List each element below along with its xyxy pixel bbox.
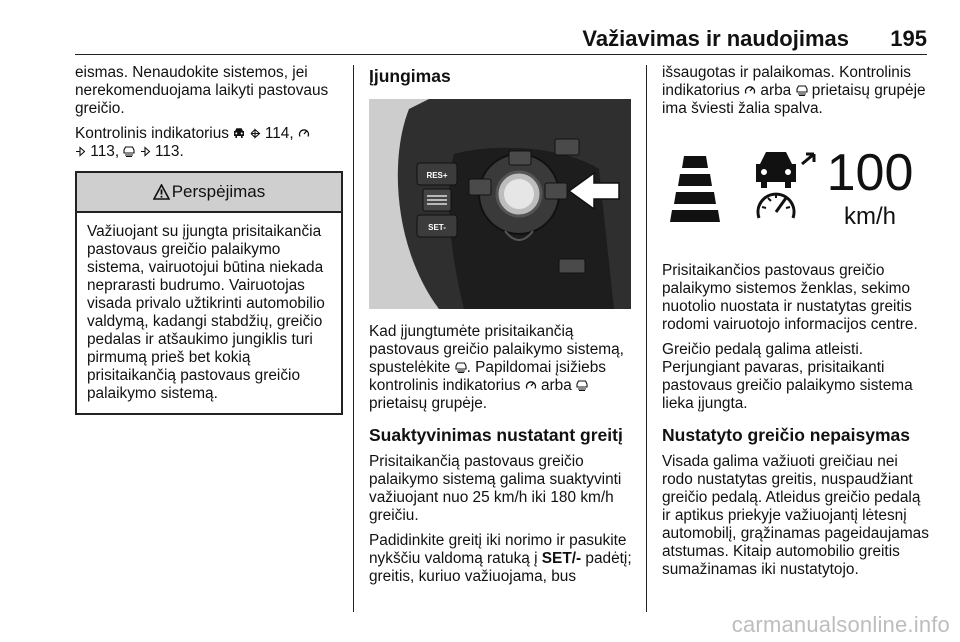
adaptive-cruise-icon (796, 84, 808, 96)
heading-ijungimas: Įjungimas (369, 66, 451, 86)
paragraph-set: Padidinkite greitį iki norimo ir pasukite nykščiu valdomą ratuką į SET/- padėtį; greitis, kuriuo važiuojama, bus (369, 532, 632, 585)
page-number: 195 (890, 26, 927, 51)
paragraph: eismas. Nenaudokite sistemos, jei nerekomenduojama laikyti pastovaus greičio. (75, 64, 329, 117)
cruise-gauge-icon (744, 84, 756, 96)
section-title: Važiavimas ir naudojimas (582, 26, 849, 51)
set-label: SET- (428, 223, 446, 232)
steering-wheel-illustration (369, 99, 631, 309)
heading-suaktyvinimas: Suaktyvinimas nustatant greitį (369, 425, 623, 445)
cruise-gauge-icon (298, 127, 310, 139)
adaptive-cruise-icon (576, 379, 588, 391)
paragraph: Visada galima važiuoti greičiau nei rodo nustatytas greitis, nuspaudžiant greičio pedalą. Atleidus greičio pedalą ir aptikus priekyje važiuojantį lėtesnį automobilį, grąžinamas pageidaujamas atstumas. Kitaip automobilio greitis sumažinamas iki nustatytojo. (662, 453, 929, 578)
page-ref-arrow-icon (140, 146, 151, 157)
paragraph: Prisitaikančios pastovaus greičio palaikymo sistemos ženklas, sekimo nuotolio nuostata ir nustatytas greitis rodomi vairuotojo informacijos centre. (662, 262, 918, 333)
left-column (75, 64, 343, 415)
column-divider-2 (646, 65, 647, 612)
warning-triangle-icon (153, 184, 170, 200)
paragraph: Greičio pedalą galima atleisti. Perjungiant pavaras, prisitaikanti pastovaus greičio palaikymo sistema lieka įjungta. (662, 341, 913, 412)
paragraph-activation: Kad įjungtumėte prisitaikančią pastovaus greičio palaikymo sistemą, spustelėkite . Papildomai įsižiebs kontrolinis indikatorius arba prietaisų grupėje. (369, 323, 624, 412)
page-ref-arrow-icon (250, 128, 261, 139)
res-label: RES+ (426, 171, 448, 180)
watermark: carmanualsonline.info (731, 612, 950, 637)
column-divider-1 (353, 65, 354, 612)
display-unit: km/h (843, 203, 897, 230)
middle-column (369, 64, 637, 593)
warning-text: Važiuojant su įjungta prisitaikančia pastovaus greičio palaikymo sistema, vairuotojui būtina niekada neprarasti budrumo. Vairuotojas visada privalo užtikrinti automobilio valdymą, kadangi stabdžių, greičio pedalas ir atšaukimo jungiklis turi pirmumą prieš bet kokią prisitaikančią pastovaus greičio palaikymo sistemą. (87, 223, 325, 402)
header-rule (75, 54, 927, 55)
paragraph-indicator: išsaugotas ir palaikomas. Kontrolinis indikatorius arba prietaisų grupėje ima šviesti žalia spalva. (662, 64, 926, 117)
heading-nustatyto: Nustatyto greičio nepaisymas (662, 425, 910, 445)
right-column (662, 64, 930, 586)
warning-header (77, 173, 341, 213)
page-ref-arrow-icon (75, 146, 86, 157)
adaptive-cruise-icon (455, 361, 467, 373)
following-distance-bar-icon (682, 156, 708, 168)
car-ahead-icon (233, 127, 245, 139)
driver-info-display-illustration (662, 128, 924, 248)
cruise-gauge-icon (525, 379, 537, 391)
adaptive-cruise-icon (123, 145, 135, 157)
warning-box (75, 171, 343, 415)
page-header (75, 24, 927, 52)
paragraph-indicators: Kontrolinis indikatorius 114, 113, 113. (75, 125, 343, 161)
paragraph: Prisitaikančią pastovaus greičio palaikymo sistemą galima suaktyvinti važiuojant nuo 25 km/h iki 180 km/h greičiu. (369, 453, 622, 524)
display-speed: 100 (826, 144, 914, 202)
warning-title: Perspėjimas (171, 182, 266, 201)
